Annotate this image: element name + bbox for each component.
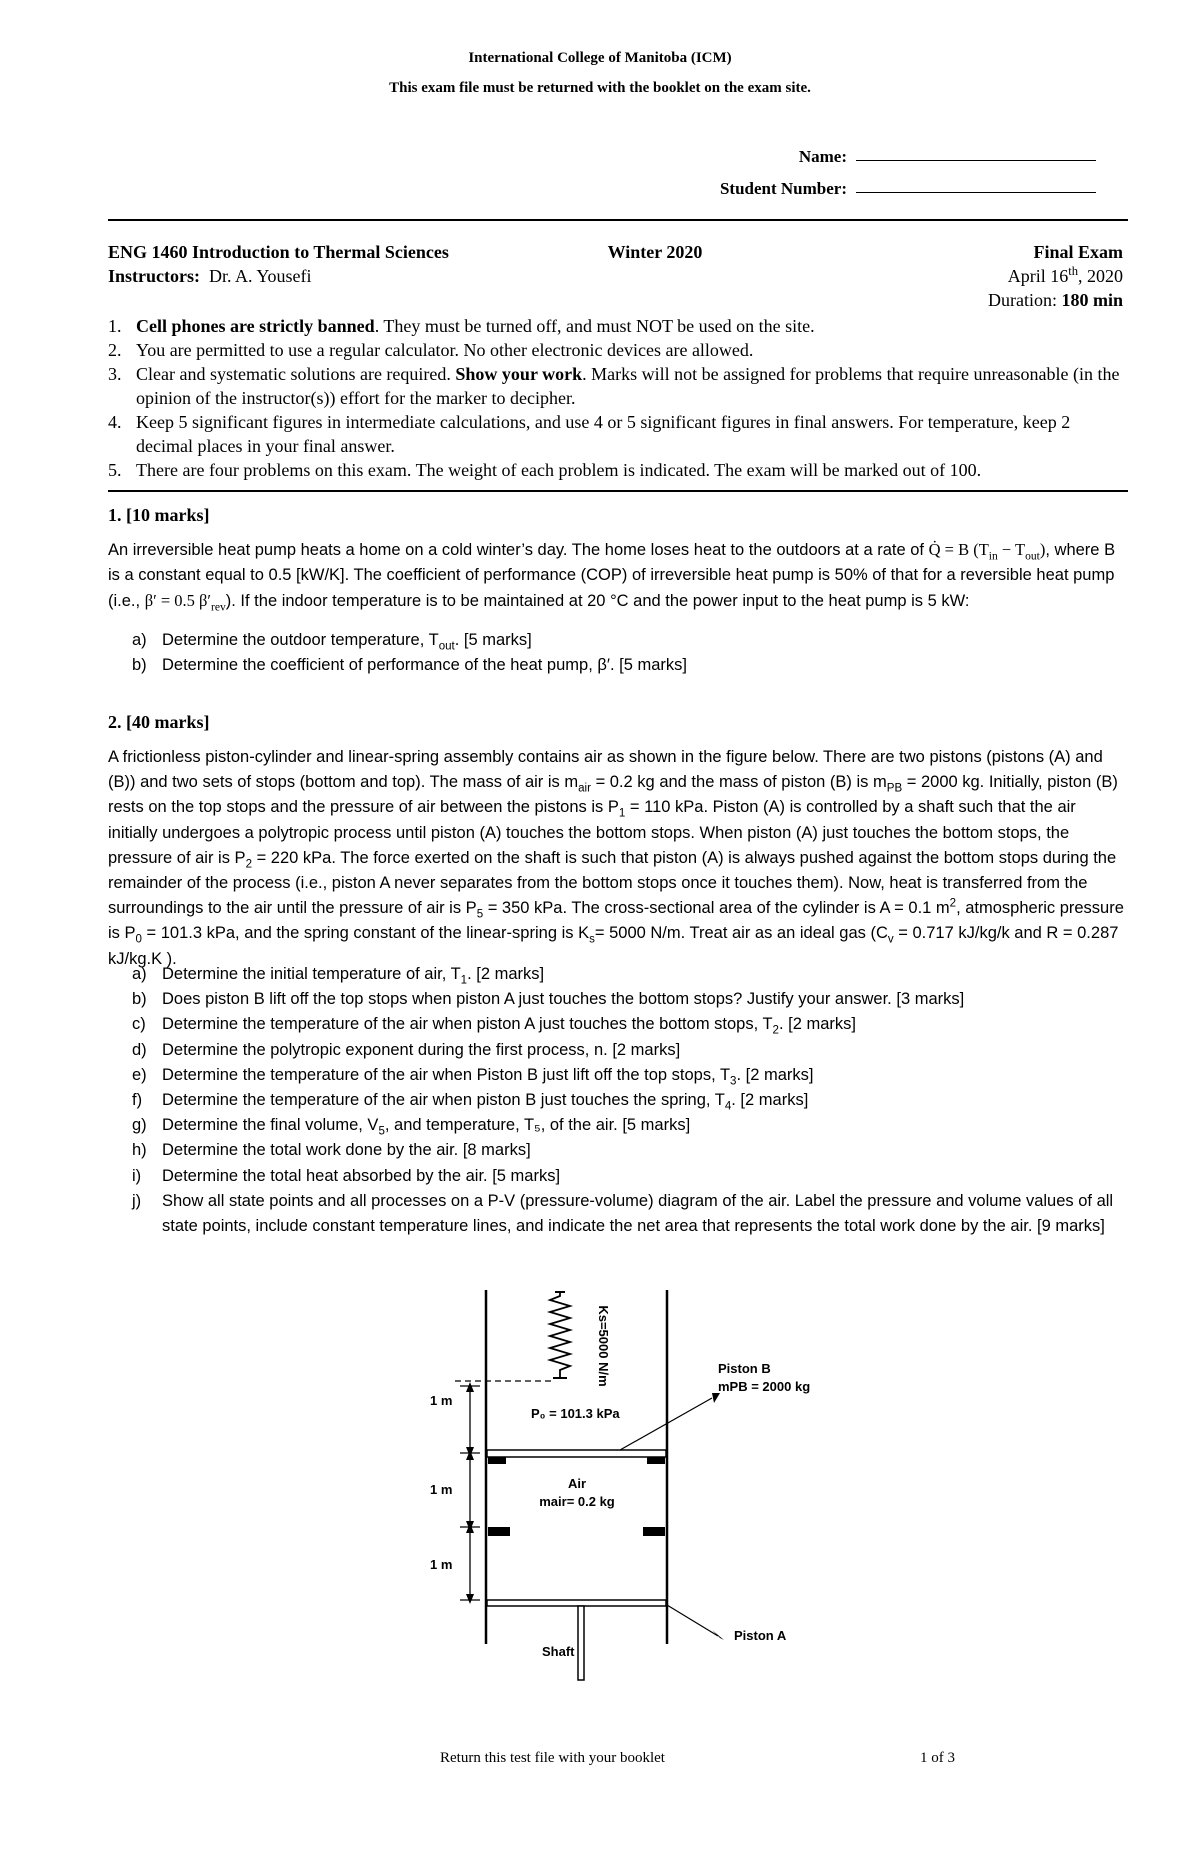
rule-number: 4. <box>108 412 122 432</box>
shaft <box>578 1606 584 1680</box>
atmospheric-pressure-label: P₀ = 101.3 kPa <box>531 1406 620 1421</box>
problem2-heading: 2. [40 marks] <box>108 712 210 732</box>
piston-b <box>487 1450 666 1457</box>
question-text-after: , and temperature, T₅, of the air. [5 marks] <box>384 1116 691 1135</box>
piston-a <box>487 1600 666 1606</box>
dimension-label: 1 m <box>430 1482 453 1497</box>
dimension-label: 1 m <box>430 1393 453 1408</box>
rule-number: 3. <box>108 364 122 384</box>
question-text-after: . [2 marks] <box>467 965 545 983</box>
question-label: g) <box>132 1116 147 1135</box>
question-text: Determine the polytropic exponent during the first process, n. [2 marks] <box>162 1040 681 1059</box>
instructor-name: Dr. A. Yousefi <box>209 266 312 286</box>
duration-value: 180 min <box>1061 290 1123 310</box>
rule-text: . Marks will not be assigned for problems that require unreasonable (in the opinion of the instructor(s)) effort for the marker to decipher. <box>136 364 1120 408</box>
question-label: h) <box>132 1141 147 1160</box>
footer-note: Return this test file with your booklet <box>440 1750 665 1766</box>
problem1-heading: 1. [10 marks] <box>108 505 210 525</box>
spring <box>550 1292 570 1378</box>
question-sub: out <box>438 640 455 653</box>
course-term: Winter 2020 <box>607 242 703 262</box>
question-text: Determine the initial temperature of air, T <box>162 965 461 983</box>
date-year: , 2020 <box>1078 266 1123 286</box>
rule-text: You are permitted to use a regular calculator. No other electronic devices are allowed. <box>136 340 754 360</box>
question-text: Does piston B lift off the top stops when piston A just touches the bottom stops? Justify your answer. [3 marks] <box>162 990 965 1009</box>
question-sub: 2 <box>772 1024 779 1037</box>
question-sub: 1 <box>460 974 468 987</box>
rule-text-pre: Clear and systematic solutions are required. <box>136 364 456 384</box>
air-label: Air <box>567 1476 587 1491</box>
question-text-after: . [2 marks] <box>731 1091 809 1110</box>
question-label: b) <box>132 990 147 1009</box>
question-text-after: . [2 marks] <box>736 1065 814 1084</box>
top-stop-left <box>488 1457 506 1464</box>
question-label: c) <box>132 1015 146 1034</box>
question-text-after: . [5 marks] <box>454 631 532 649</box>
question-text: Determine the temperature of the air when piston A just touches the bottom stops, T <box>162 1015 773 1034</box>
rule-bold: Cell phones are strictly banned <box>136 316 375 336</box>
rule-number: 5. <box>108 460 122 480</box>
question-sub: 3 <box>730 1075 737 1088</box>
rule-text: . They must be turned off, and must NOT be used on the site. <box>374 316 815 336</box>
question-label: j) <box>132 1191 142 1210</box>
question-text: Show all state points and all processes on a P-V (pressure-volume) diagram of the air. Label the pressure and volume values of all state points, include constant temperature lines, and indicate the net area that represents the total work done by the air. [9 marks] <box>162 1191 1114 1236</box>
exam-type: Final Exam <box>1033 242 1123 262</box>
instructors-label: Instructors: <box>108 266 200 286</box>
piston-b-mass-label: mPB = 2000 kg <box>718 1379 811 1394</box>
question-text: Determine the final volume, V <box>162 1116 379 1135</box>
dim-arrow <box>466 1450 474 1460</box>
problem2-statement: A frictionless piston-cylinder and linear-spring assembly contains air as shown in the figure below. There are two pistons (pistons (A) and (B)) and two sets of stops (bottom and top). The mass of air is $m_{air} = 0.2$ kg and the mass of piston (B) is $m_{PB} = 2000$ kg. Initially, piston (B) rests on the top stops and the pressure of air between the pistons is $P_1 = 110$ kPa. Piston (A) is controlled by a shaft such that the air initially undergoes a polytropic process until piston (A) touches the bottom stops. When piston (A) just touches the bottom stops, the pressure of air is $P_2 = 220$ kPa. The force exerted on the shaft is such that piston (A) is always pushed against the bottom stops during the remainder of the process (i.e., piston A never separates from the bottom stops once it touches them). Now, heat is transferred from the surroundings to the air until the pressure of air is $P_5 = 350$ kPa. The cross-sectional area of the cylinder is A = 0.1 $m^2$, atmospheric pressure is $P_0 = 101.3$ kPa, and the spring constant of the linear-spring is $K_s= 5000$ N/m. Treat air as an ideal gas ($C_v = 0.717$ kJ/kg/k and R = 0.287 kJ/kg.K ). <box>108 748 1124 968</box>
question-label: d) <box>132 1040 147 1059</box>
page-number: 1 of 3 <box>920 1750 955 1766</box>
question-text: Determine the temperature of the air when piston B just touches the spring, T <box>162 1091 725 1110</box>
dimension-label: 1 m <box>430 1557 453 1572</box>
question-text: Determine the total work done by the air. [8 marks] <box>162 1141 531 1160</box>
question-text: Determine the temperature of the air when Piston B just lift off the top stops, T <box>162 1065 731 1084</box>
bottom-stop-right <box>643 1527 665 1536</box>
dim-arrow <box>466 1594 474 1604</box>
spring-constant-label: Ks=5000 N/m <box>596 1305 611 1387</box>
rule-number: 1. <box>108 316 122 336</box>
dim-arrow <box>466 1523 474 1533</box>
college-name: International College of Manitoba (ICM) <box>468 50 732 66</box>
question-label: e) <box>132 1065 147 1084</box>
name-label: Name: <box>798 147 847 166</box>
air-mass-label: mair= 0.2 kg <box>539 1494 615 1509</box>
question-text: Determine the outdoor temperature, T <box>162 631 439 649</box>
question-text: Determine the coefficient of performance of the heat pump, β′. [5 marks] <box>162 656 687 675</box>
piston-a-label: Piston A <box>734 1628 787 1643</box>
top-stop-right <box>647 1457 665 1464</box>
piston-b-label: Piston B <box>718 1361 771 1376</box>
course-title: ENG 1460 Introduction to Thermal Sciences <box>108 242 449 262</box>
question-label: i) <box>132 1166 142 1185</box>
shaft-label: Shaft <box>542 1644 575 1659</box>
return-note: This exam file must be returned with the booklet on the exam site. <box>389 80 811 96</box>
dim-arrow <box>466 1382 474 1392</box>
piston-b-arrowhead <box>712 1393 720 1403</box>
question-label: a) <box>132 965 147 983</box>
question-text: Determine the total heat absorbed by the air. [5 marks] <box>162 1166 561 1185</box>
question-text-after: . [2 marks] <box>778 1015 856 1034</box>
date-suffix: th <box>1068 264 1078 278</box>
rule-bold: Show your work <box>455 364 583 384</box>
student-number-label: Student Number: <box>719 179 847 198</box>
piston-a-arrowhead <box>712 1630 724 1640</box>
question-label: f) <box>132 1091 143 1110</box>
question-label: a) <box>132 631 147 649</box>
piston-a-leader <box>667 1605 718 1636</box>
date-day: April 16 <box>1007 266 1069 286</box>
question-sub: 5 <box>378 1125 385 1138</box>
bottom-stop-left <box>488 1527 510 1536</box>
question-sub: 4 <box>724 1100 732 1113</box>
duration-label: Duration: <box>987 290 1057 310</box>
problem1-statement: An irreversible heat pump heats a home on a cold winter’s day. The home loses heat to the outdoors at a rate of Q̇ = B $(T_{in} - T_{out})$, where B is a constant equal to 0.5 [kW/K]. The coefficient of performance (COP) of irreversible heat pump is 50% of that for a reversible heat pump (i.e., β′ = 0.5 $\beta'_{rev}$). If the indoor temperature is to be maintained at 20 °C and the power input to the heat pump is 5 kW: <box>108 540 1116 614</box>
rule-text: There are four problems on this exam. The weight of each problem is indicated. The exam will be marked out of 100. <box>136 460 982 480</box>
rule-number: 2. <box>108 340 122 360</box>
rule-text: Keep 5 significant figures in intermediate calculations, and use 4 or 5 significant figures in final answers. For temperature, keep 2 decimal places in your final answer. <box>136 412 1071 456</box>
question-label: b) <box>132 656 147 675</box>
